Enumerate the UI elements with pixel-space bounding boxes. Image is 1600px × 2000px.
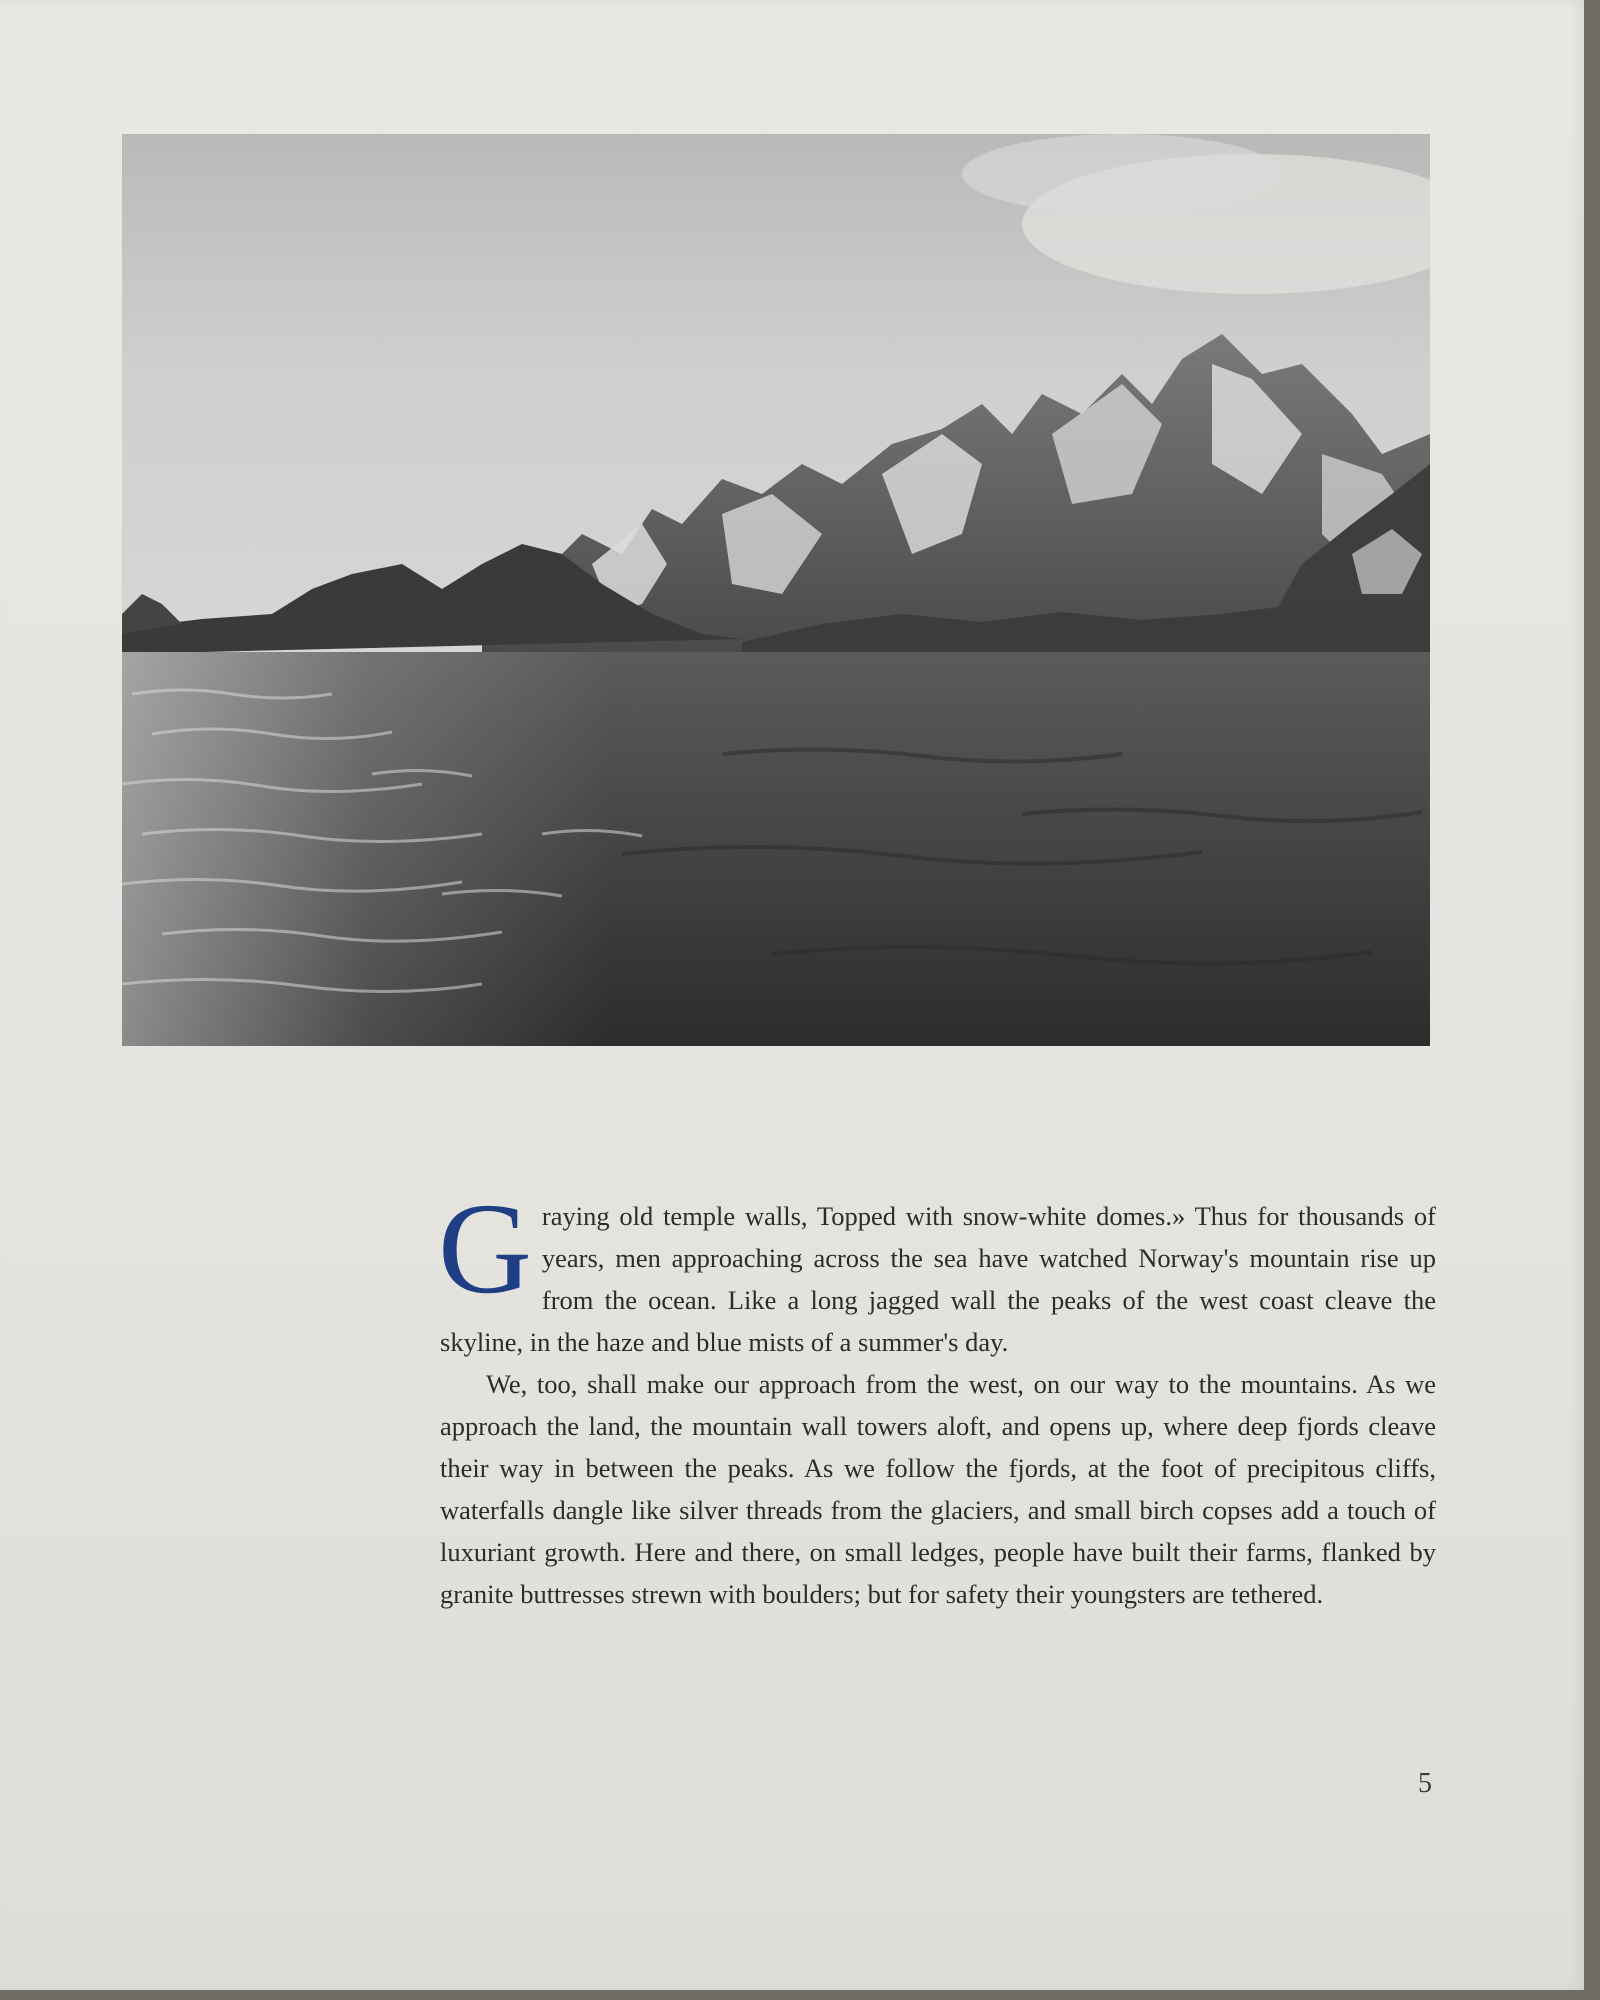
paragraph-second: We, too, shall make our approach from the west, on our way to the mountains. As we approach the land, the mountain wall towers aloft, and opens up, where deep fjords cleave their way in between the peaks. As we follow the fjords, at the foot of precipitous cliffs, waterfalls dangle like silver threads from the glaciers, and small birch copses add a touch of luxuriant growth. Here and there, on small ledges, people have built their farms, flanked by granite buttresses strewn with boulders; but for safety their youngsters are tethered. (440, 1369, 1436, 1609)
body-text (438, 1177, 1436, 1615)
dropcap-letter: G (438, 1177, 532, 1321)
paragraph-first-text: raying old temple walls, Topped with snow-white domes.» Thus for thousands of years, men approaching across the sea have watched Norway's mountain rise up from the ocean. Like a long jagged wall the peaks of the west coast cleave the skyline, in the haze and blue mists of a summer's day. (440, 1201, 1436, 1357)
page-number: 5 (1418, 1768, 1432, 1799)
paragraph-first (438, 1177, 1436, 1363)
fjord-mountains-photo (122, 134, 1430, 1046)
